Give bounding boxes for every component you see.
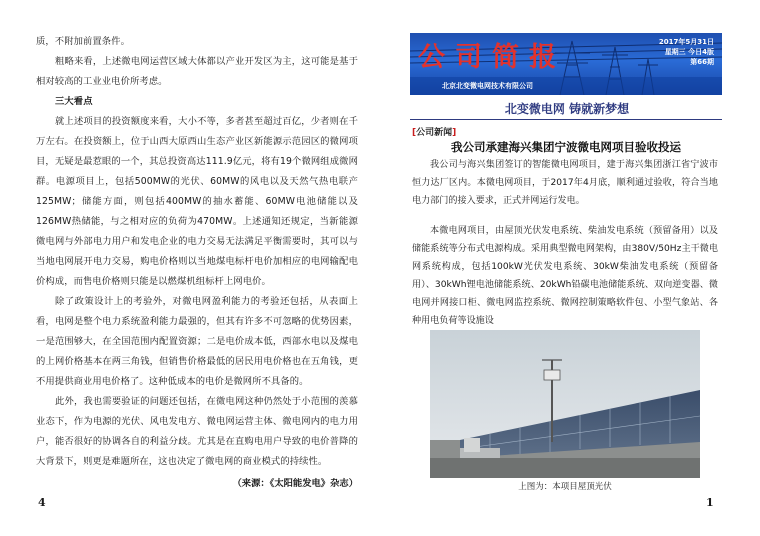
masthead-org: 北京北变微电网技术有限公司: [442, 82, 533, 90]
section-tag-label: 公司新闻: [416, 128, 453, 138]
page-number-right: 1: [706, 496, 714, 509]
left-para-top: 质，不附加前置条件。: [36, 36, 130, 47]
divider: [410, 119, 722, 120]
rooftop-solar-photo: [430, 330, 700, 478]
source-credit: （来源：《太阳能发电》杂志）: [232, 478, 358, 489]
masthead-weekday: 星期三 今日4版: [664, 48, 714, 56]
masthead-title: 公司简报: [418, 42, 566, 73]
right-para-1: 我公司与海兴集团签订的智能微电网项目，建于海兴集团浙江省宁波市恒力达厂区内。本微电网项目，于2017年4月底，顺利通过验收，符合当地电力部门的接入要求，正式并网运行发电。: [412, 160, 718, 206]
left-para-3: 除了政策设计上的考验外，对微电网盈利能力的考验还包括，从表面上看，电网是整个电力系统盈利能力最强的，但其有许多不可忽略的优势因素，一是范围够大，在全国范围内配置资源；二是电价成本低，西部水电以及煤电的上网价格基本在两三角钱，但销售价格最低的居民用电价格也在五角钱，更不用提供商业用电价格了。这种低成本的电价是微网所不具备的。: [36, 296, 358, 387]
masthead-issue: 第66期: [690, 58, 714, 66]
left-heading: 三大看点: [55, 96, 93, 107]
left-para-1: 粗略来看，上述微电网运营区域大体都以产业开发区为主，这可能是基于相对较高的工业业电价所考虑。: [36, 56, 358, 87]
right-para-2: 本微电网项目，由屋顶光伏发电系统、柴油发电系统（预留备用）以及储能系统等分布式电源构成。采用典型微电网架构，由380V/50Hz主干微电网系统构成，包括100kW光伏发电系统、30kW柴油发电系统（预留备用）、30kWh锂电池储能系统、20kWh铅碳电池储能系统、双向逆变器、微电网并网接口柜、微电网监控系统、微网控制策略软件包、小型气象站、各种用电负荷等设施设: [412, 226, 718, 326]
photo-caption: 上图为：本项目屋顶光伏: [518, 482, 612, 492]
masthead-banner: [410, 33, 722, 95]
left-para-4: 此外，我也需要验证的问题还包括，在微电网这种仍然处于小范围的羡慕业态下，作为电源的光伏、风电发电方、微电网运营主体、微电网内的电力用户，能否很好的协调各自的利益分歧。尤其是在直购电用户导致的电价普降的大背景下，则更是难题所在，这也决定了微电网的商业模式的持续性。: [36, 396, 358, 467]
page-number-left: 4: [38, 496, 46, 509]
article-headline: 我公司承建海兴集团宁波微电网项目验收投运: [451, 140, 681, 154]
slogan: 北变微电网 铸就新梦想: [504, 102, 630, 116]
masthead-date: 2017年5月31日: [658, 38, 714, 46]
left-para-2: 就上述项目的投资额度来看，大小不等，多者甚至超过百亿，少者则在千万左右。在投资额上，位于山西大原西山生态产业区新能源示范园区的微网项目，无疑是最惹眼的一个，其总投资高达111.9亿元，将有19个微网组成微网群。电源项目上，包括500MW的光伏、60MW的风电以及天然气热电联产125MW；储能方面，则包括400MW的抽水蓄能、60MW电池储能以及126MW热储能，与之相对应的负荷为470MW。上述通知还规定，当新能源微电网与外部电力用户和发电企业的电力交易无法满足平衡需要时，其可以与当地电网展开电力交易，购电价格则以当地煤电标杆电价加相应的电网输配电价构成，而售电价格则只能是以燃煤机组标杆上网电价。: [36, 116, 358, 287]
section-tag: [公司新闻]: [412, 128, 457, 138]
